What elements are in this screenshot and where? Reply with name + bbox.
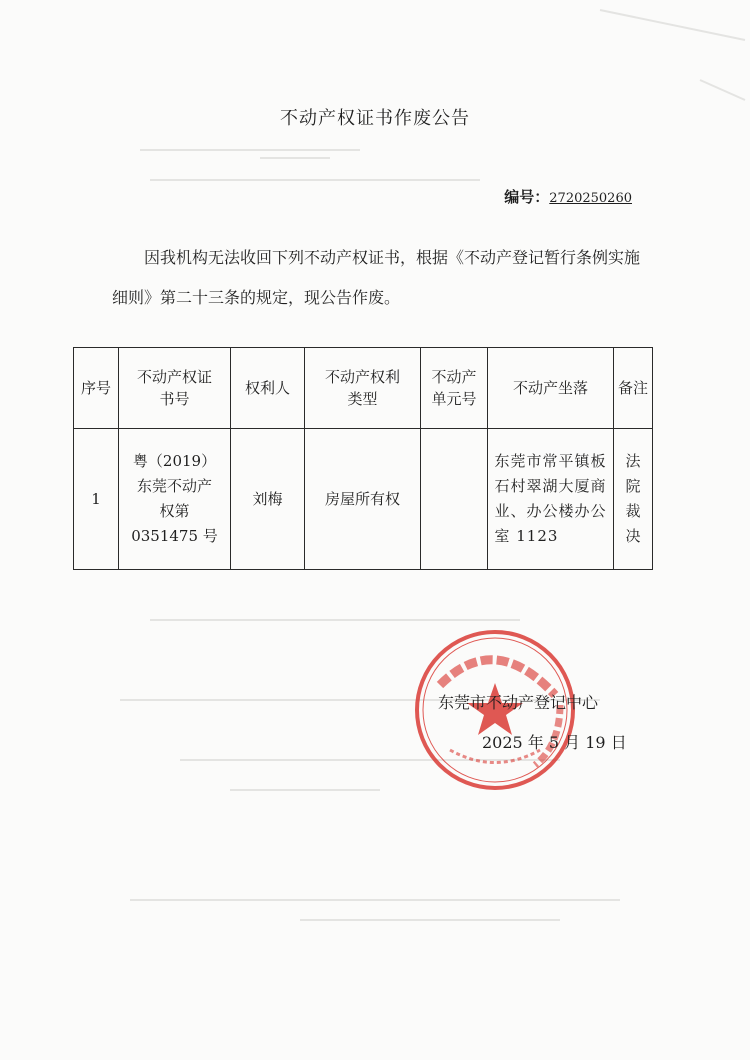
header-right-type: 不动产权利 类型 bbox=[305, 348, 421, 429]
document-number bbox=[504, 186, 632, 207]
header-seq: 序号 bbox=[74, 348, 119, 429]
table-header-row bbox=[74, 348, 653, 429]
table-row bbox=[74, 429, 653, 570]
page-title: 不动产权证书作废公告 bbox=[280, 108, 470, 129]
cell-cert-no: 粤（2019） 东莞不动产 权第 0351475 号 bbox=[119, 429, 231, 570]
cell-right-type: 房屋所有权 bbox=[305, 429, 421, 570]
cell-location: 东莞市常平镇板石村翠湖大厦商业、办公楼办公室 1123 bbox=[488, 429, 614, 570]
header-owner: 权利人 bbox=[231, 348, 305, 429]
certificate-table bbox=[73, 347, 653, 570]
issue-date: 2025 年 5 月 19 日 bbox=[482, 733, 627, 752]
announcement-paragraph: 因我机构无法收回下列不动产权证书，根据《不动产登记暂行条例实施细则》第二十三条的规定，现公告作废。 bbox=[112, 248, 641, 307]
issuing-organization: 东莞市不动产登记中心 bbox=[438, 693, 599, 712]
cell-seq: 1 bbox=[74, 429, 119, 570]
header-location: 不动产坐落 bbox=[488, 348, 614, 429]
cell-unit-no bbox=[421, 429, 488, 570]
cell-remark: 法院裁决 bbox=[614, 429, 653, 570]
document-number-label: 编号： bbox=[504, 188, 550, 206]
cell-owner: 刘梅 bbox=[231, 429, 305, 570]
document-number-value: 2720250260 bbox=[549, 191, 632, 206]
header-unit-no: 不动产 单元号 bbox=[421, 348, 488, 429]
header-cert-no: 不动产权证 书号 bbox=[119, 348, 231, 429]
header-remark: 备注 bbox=[614, 348, 653, 429]
